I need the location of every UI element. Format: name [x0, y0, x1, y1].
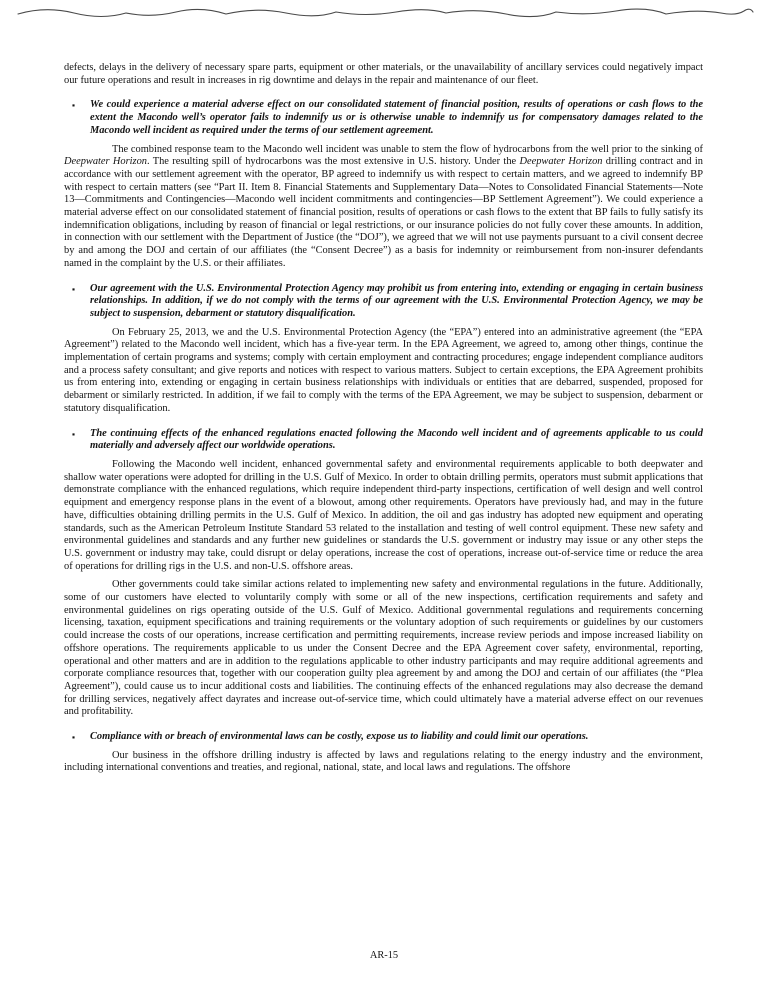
paragraph-epa-agreement: On February 25, 2013, we and the U.S. Environmental Protection Agency (the “EPA”) entered into an administrative agreement (the “EPA Agreement”) related to the Macondo well incident, which has a five-year term. In the EPA Agreement, we agreed to, among other things, continue the implementation of certain programs and systems; comply with certain employment and contracting procedures; engage independent compliance auditors and a process safety consultant; and give reports and notices with respect to various matters. Subject to certain exceptions, the EPA Agreement prohibits us from entering into, extending or engaging in certain business relationships with individuals or entities that are debarred, suspended, proposed for debarment or similarly restricted. In addition, if we fail to comply with the terms of the EPA Agreement, we may be subject to suspension, debarment or statutory disqualification.: [64, 326, 703, 414]
bullet-marker: ▪: [72, 428, 76, 439]
paragraph-macondo-indemnity: The combined response team to the Macondo well incident was unable to stem the flow of hydrocarbons from the well prior to the sinking of Deepwater Horizon. The resulting spill of hydrocarbons was the most extensive in U.S. history. Under the Deepwater Horizon drilling contract and in accordance with our settlement agreement with the operator, BP agreed to indemnify us with respect to certain matters, and we agreed to indemnify BP with respect to certain matters (see “Part II. Item 8. Financial Statements and Supplementary Data—Notes to Consolidated Financial Statements—Note 13—Commitments and Contingencies—Macondo well incident commitments and contingencies—BP Settlement Agreement”). We could experience a material adverse effect on our consolidated statement of financial position, results of operations or cash flows to the extent that BP fails to fully satisfy its indemnification obligations, including by reason of financial or legal restrictions, or our insurance policies do not fully cover these amounts. In addition, in connection with our settlement with the Department of Justice (the “DOJ”), we agreed that we will not use payments pursuant to a civil consent decree by and among the DOJ and certain of our affiliates (the “Consent Decree”) as a basis for indemnity or reimbursement from non-insurer defendants named in the complaint by the U.S. or their affiliates.: [64, 143, 703, 269]
bullet-item: [64, 283, 703, 321]
paragraph-environmental-laws: Our business in the offshore drilling industry is affected by laws and regulations relating to the energy industry and the environment, including international conventions and treaties, and regional, national, state, and local laws and regulations. The offshore: [64, 749, 703, 774]
paragraph-continuation: defects, delays in the delivery of necessary spare parts, equipment or other materials, or the unavailability of ancillary services could negatively impact our future operations and result in increases in rig downtime and delays in the repair and maintenance of our fleet.: [64, 62, 703, 86]
bullet-marker: ▪: [72, 732, 76, 743]
page-number: AR-15: [369, 950, 399, 962]
bullet-item: [64, 428, 703, 453]
bullet-heading-epa-agreement: Our agreement with the U.S. Environmental Protection Agency may prohibit us from entering into, extending or engaging in certain business relationships. In addition, if we do not comply with the terms of our agreement with the U.S. Environmental Protection Agency, we may be subject to suspension, debarment or statutory disqualification.: [90, 282, 703, 319]
bullet-marker: ▪: [72, 100, 76, 111]
scan-artifact-wavy-line: [16, 3, 756, 21]
bullet-item: [64, 99, 703, 137]
bullet-heading-indemnification: We could experience a material adverse effect on our consolidated statement of financial position, results of operations or cash flows to the extent the Macondo well’s operator fails to indemnify us or is otherwise unable to indemnify us for compensatory damages related to the Macondo well incident as required under the terms of our settlement agreement.: [90, 99, 703, 136]
bullet-marker: ▪: [72, 283, 76, 294]
bullet-heading-environmental-laws: Compliance with or breach of environmental laws can be costly, expose us to liability and could limit our operations.: [90, 731, 589, 743]
page-body: [64, 62, 703, 781]
paragraph-other-governments: Other governments could take similar actions related to implementing new safety and environmental regulations in the future. Additionally, some of our customers have elected to voluntarily comply with some or all of the new inspections, certification requirements and safety and environmental guidelines on rigs operating outside of the U.S. Gulf of Mexico. Additional governmental regulations and requirements concerning licensing, taxation, equipment specifications and training requirements or the voluntary adoption of such requirements or guidelines by our customers could increase the costs of our operations, increase certification and permitting requirements, increase review periods and impose increased liability on offshore operations. The requirements applicable to us under the Consent Decree and the EPA Agreement cover safety, environmental, reporting, operational and other matters and are in addition to the regulations applicable to other industry participants and may require additional agreements and corporate compliance resources that, together with our cooperation guilty plea agreement by and among the DOJ and certain of our affiliates (the “Plea Agreement”), could cause us to incur additional costs and liabilities. The continuing effects of the enhanced regulations may also decrease the demand for drilling services, negatively affect dayrates and increase out-of-service time, which could ultimately have a material adverse effect on our revenues and profitability.: [64, 579, 703, 718]
bullet-item: [64, 731, 703, 744]
paragraph-enhanced-regulations: Following the Macondo well incident, enhanced governmental safety and environmental requirements applicable to both deepwater and shallow water operations were adopted for drilling in the U.S. Gulf of Mexico. In order to obtain drilling permits, operators must submit applications that demonstrate compliance with the enhanced regulations, which require independent third-party inspections, certification of well design and well control equipment and emergency response plans in the event of a blowout, among other requirements. Operators have previously had, and may in the future have, difficulties obtaining drilling permits in the U.S. Gulf of Mexico. In addition, the oil and gas industry has adopted new equipment and operating standards, such as the American Petroleum Institute Standard 53 related to the installation and testing of well control equipment. These new safety and environmental guidelines and standards and any further new guidelines or standards the U.S. government or industry may issue or any other steps the U.S. government or industry may take, could disrupt or delay operations, increase the cost of operations, increase out-of-service time or reduce the area of operations for drilling rigs in the U.S. and non-U.S. offshore areas.: [64, 458, 703, 572]
bullet-heading-enhanced-regulations: The continuing effects of the enhanced regulations enacted following the Macondo well incident and of agreements applicable to us could materially and adversely affect our worldwide operations.: [90, 427, 703, 452]
